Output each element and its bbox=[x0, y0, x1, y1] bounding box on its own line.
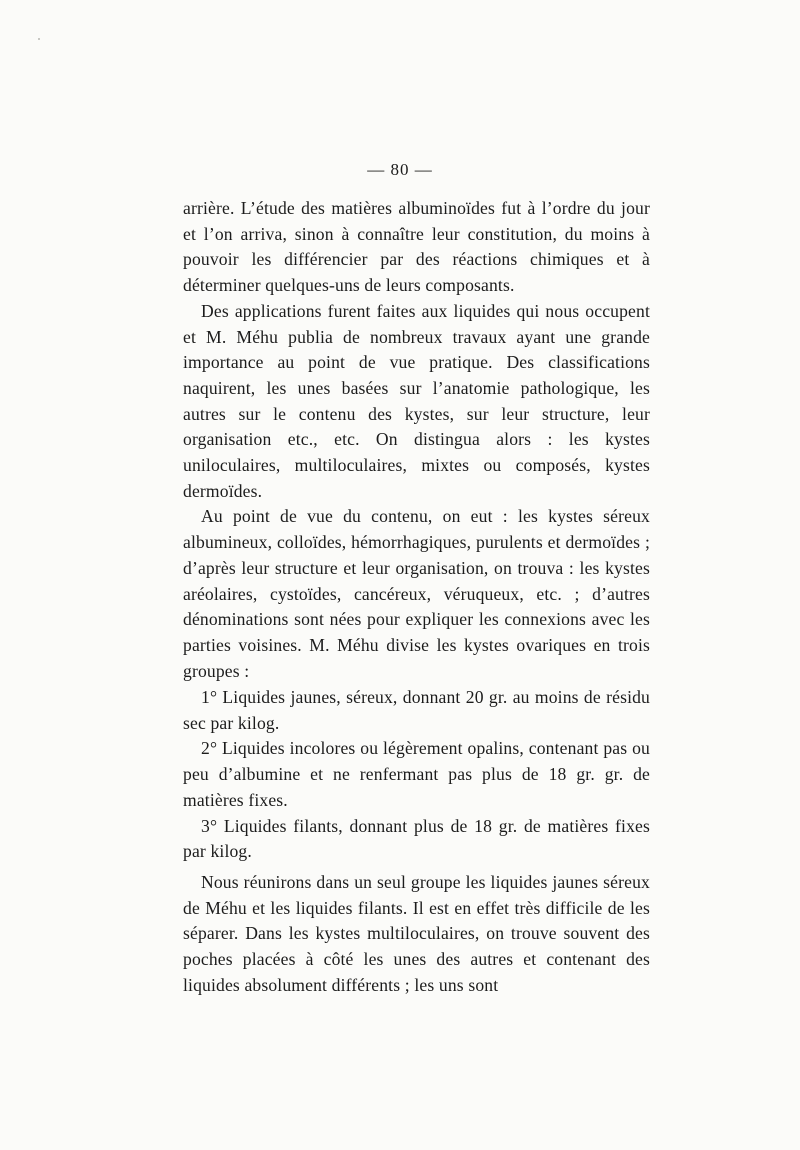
group-item-1: 1° Liquides jaunes, séreux, donnant 20 gr. au moins de résidu sec par kilog. bbox=[183, 687, 650, 733]
group-item-3: 3° Liquides filants, donnant plus de 18 gr. de matières fixes par kilog. bbox=[183, 815, 650, 862]
paragraph-reunirons: Nous réunirons dans un seul groupe les liquides jaunes séreux de Méhu et les liquides filants. Il est en effet très difficile de les séparer. Dans les kystes multiloculaires, on trouve souvent des poches placées à côté les unes des autres et contenant des liquides absolument différents ; les uns sont bbox=[183, 872, 650, 995]
paragraph-continuation: arrière. L’étude des matières albuminoïdes fut à l’ordre du jour et l’on arriva, sinon à connaître leur constitution, du moins à pouvoir les différencier par des réactions chimiques et à déterminer quelques-uns de leurs composants. bbox=[183, 198, 650, 296]
paragraph-applications: Des applications furent faites aux liquides qui nous occupent et M. Méhu publia de nombreux travaux ayant une grande importance au point de vue pratique. Des classifications naquirent, les unes basées sur l’anatomie pathologique, les autres sur le contenu des kystes, sur leur structure, leur organisation etc., etc. On distingua alors : les kystes uniloculaires, multiloculaires, mixtes ou composés, kystes dermoïdes. bbox=[183, 300, 650, 501]
groups-list bbox=[183, 685, 650, 865]
paper-speck bbox=[38, 38, 40, 40]
page-number: — 80 — bbox=[367, 160, 433, 179]
body-text-top bbox=[183, 196, 650, 684]
paragraph-contenu: Au point de vue du contenu, on eut : les kystes séreux albumineux, colloïdes, hémorrhagiques, purulents et dermoïdes ; d’après leur structure et leur organisation, on trouva : les kystes aréolaires, cystoïdes, cancéreux, véruqueux, etc. ; d’autres dénominations sont nées pour expliquer les connexions avec les parties voisines. M. Méhu divise les kystes ovariques en trois groupes : bbox=[183, 506, 650, 681]
body-text-bottom bbox=[183, 870, 650, 999]
group-item-2: 2° Liquides incolores ou légèrement opalins, contenant pas ou peu d’albumine et ne renfermant pas plus de 18 gr. gr. de matières fixes. bbox=[183, 738, 650, 810]
